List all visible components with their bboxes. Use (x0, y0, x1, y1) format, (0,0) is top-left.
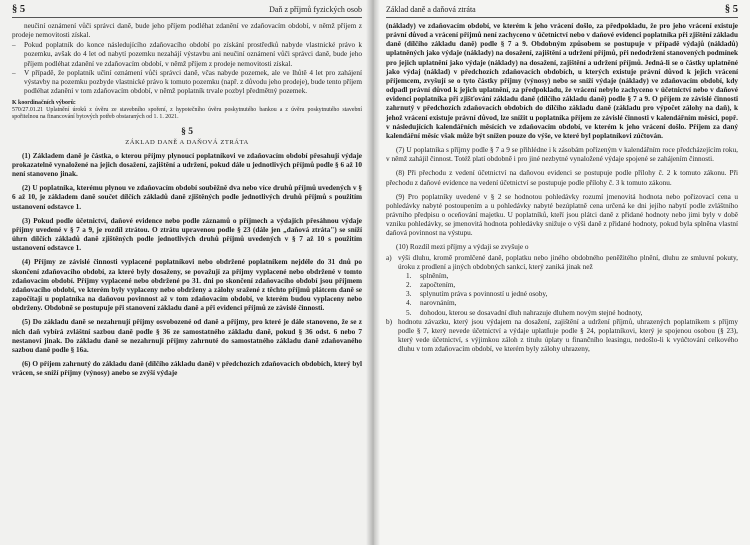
coordination-text: 570/27.01.21 Uplatnění úroků z úvěru ze stavebního spoření, z hypotečního úvěru poskytnutého bankou a z úvěru poskytnutého stavební spořitelnou na financování bytových potřeb obstaraných od 1. 1. 2021. (12, 107, 362, 121)
left-text-block (12, 22, 362, 378)
coordination-note (12, 100, 362, 121)
sub-item-number: 3. (406, 290, 412, 299)
coordination-heading: K koordinačních výborů: (12, 100, 76, 107)
paragraph-5: (5) Do základu daně se nezahrnují příjmy osvobozené od daně a příjmy, pro které je dále stanoveno, že se z nich daň vybírá zvláštní sazbou daně podle § 36 ze samostatného základu daně, pokud § 36 odst. 6 nebo 7 nestanoví jinak. Do základu daně se nezahrnují příjmy zahrnuté do samostatného základu daně zdaňovaného sazbou daně podle § 16a. (12, 318, 362, 354)
section-title: § 5 (181, 126, 193, 137)
dash-mark: – (12, 41, 16, 50)
sub-item-number: 1. (406, 271, 412, 280)
right-section-number: § 5 (724, 4, 738, 15)
left-running-title: Daň z příjmů fyzických osob (269, 5, 362, 14)
book-gutter (366, 0, 380, 545)
paragraph-2: (2) U poplatníka, kterému plynou ve zdaňovacím období souběžně dva nebo více druhů příjmů uvedených v § 6 až 10, je základem daně součet dílčích základů daně zjištěných podle jednotlivých druhů příjmů s použitím ustanovení odstavce 1. (12, 184, 362, 211)
paragraph-7: (7) U poplatníka s příjmy podle § 7 a 9 se přihlédne i k zásobám pořízeným v kalendářním roce předcházejícím roku, v němž zahájil činnost. Totéž platí obdobně i pro jiné nezbytné vynaložené výdaje spojené se zahájením činnosti. (386, 146, 738, 164)
section-subtitle: ZÁKLAD DANĚ A DAŇOVÁ ZTRÁTA (125, 138, 249, 146)
sub-item-text: dohodou, kterou se dosavadní dluh nahrazuje dluhem novým stejné hodnoty, (420, 308, 643, 317)
paragraph-1: (1) Základem daně je částka, o kterou příjmy plynoucí poplatníkovi ve zdaňovacím období přesahují výdaje prokazatelně vynaložené na jejich dosažení, zajištění a udržení, pokud dále u jednotlivých příjmů podle § 6 až 10 není stanoveno jinak. (12, 151, 362, 179)
sub-item (386, 281, 738, 290)
left-running-head (12, 4, 362, 18)
sub-item-text: narovnáním, (420, 299, 457, 308)
sub-item-number: 5. (406, 308, 412, 317)
sub-item-text: splněním, (420, 271, 449, 280)
left-page (0, 0, 372, 545)
right-running-head (386, 4, 738, 18)
list-item-b (386, 318, 738, 355)
paragraph-4: (4) Příjmy ze závislé činnosti vyplacené poplatníkovi nebo obdržené poplatníkem nejdéle do 31 dnů po skončení zdaňovacího období, za které byly dosaženy, se považují za příjmy vyplacené nebo obdržené v tomto zdaňovacím období. Příjmy vyplacené nebo obdržené po 31. dni po skončení zdaňovacího období jsou příjmem zdaňovacího období, ve kterém byly vyplaceny nebo obdrženy a zálohy sražené z těchto příjmů plátcem daně se započítají u poplatníka na daňovou povinnost až v tom zdaňovacím období, ve kterém budou vyplaceny nebo obdrženy. Obdobně se postupuje při stanovení základu daně a při evidenci příjmů ze závislé činnosti. (12, 258, 362, 313)
intro-line: neučiní oznámení vůči správci daně, bude jeho příjem podléhat zdanění ve zdaňovacím období, v němž příjem z prodeje nemovitosti získal. (12, 22, 362, 40)
bullet-text: Pokud poplatník do konce následujícího zdaňovacího období po získání prostředků nabyde vlastnické právo k pozemku, avšak do 4 let od nabytí pozemku nezahájí výstavbu ani neučiní oznámení vůči správci daně, bude jeho příjem podléhat zdanění ve zdaňovacím období, v němž příjem z prodeje nemovitosti získal. (24, 41, 362, 68)
sub-item (386, 309, 738, 318)
sub-item-text: splynutím práva s povinností u jedné osoby, (420, 290, 548, 299)
sub-item (386, 272, 738, 281)
paragraph-10: (10) Rozdíl mezi příjmy a výdaji se zvyšuje o (396, 243, 529, 252)
bullet-item (12, 69, 362, 96)
right-page (372, 0, 750, 545)
sub-item-text: započtením, (420, 281, 456, 290)
dash-mark: – (12, 68, 16, 77)
continuation-paragraph: (náklady) ve zdaňovacím období, ve kterém k jeho vrácení došlo, za předpokladu, že pro jeho vrácení existuje právní důvod a vrácení příjmů není zachyceno v účetnictví nebo v daňové evidenci poplatníka při zjištění základu daně (dílčího základu daně) podle § 7 a 9. Obdobným způsobem se postupuje v případě výdajů (nákladů) uplatněných jako výdaje (náklady) na dosažení, zajištění a udržení příjmů, při nedodržení stanovených podmínek pro jejich uplatnění jako výdaje (náklady) na dosažení, zajištění a udržení příjmů. Jedná-li se o částky uplatněné jako výdaj (náklad) v předchozích zdaňovacích obdobích, u kterých existuje právní důvod k jejich vrácení příjemcem, zvyšují se o tyto částky příjmy (výnosy) nebo se sníží výdaje (náklady) ve zdaňovacím období, kdy odpadl právní důvod k jejich uplatnění, za předpokladu, že vrácení nebylo zachyceno v účetnictví nebo v daňové evidenci poplatníka při zjišťování základu daně (dílčího základu daně) podle § 7 a 9. O příjem ze závislé činnosti zahrnutý v předchozích zdaňovacích obdobích do dílčího základu daně (základu pro výpočet zálohy na daň), k jehož vrácení existuje právní důvod, lze snížit u poplatníka příjem ze závislé činnosti v kalendářním měsíci, popř. v následujících kalendářních měsících ve zdaňovacím období, ve kterém k jeho vrácení došlo. Příjem za daný kalendářní měsíc však může být snížen pouze do výše, ve které byl poplatníkovi zúčtován. (386, 22, 738, 140)
item-label: b) (386, 317, 393, 326)
item-text: výši dluhu, kromě promlčené daně, poplatku nebo jiného obdobného peněžitého plnění, dluhu ze smluvní pokuty, úroku z prodlení a jiných obdobných sankcí, který zaniká jinak než (398, 253, 738, 271)
sub-item-number: 4. (406, 299, 412, 308)
paragraph-8: (8) Při přechodu z vedení účetnictví na daňovou evidenci se postupuje podle přílohy č. 2 k tomuto zákonu. Při přechodu z daňové evidence na vedení účetnictví se postupuje podle přílohy č. 3 k tomuto zákonu. (386, 169, 738, 187)
item-text: hodnotu závazku, který jsou výdajem na dosažení, zajištění a udržení příjmů, uhrazených poplatníkem s příjmy podle § 7, který nevede účetnictví a výdaje uplatňuje podle § 24, poplatníkovi, který je spojenou osobou (§ 23), který vede účetnictví, s výjimkou záloh z titulu úplaty u finančního leasingu, nedošlo-li k vyúčtování celkového dluhu v tom zdaňovacím období, ve kterém byly zálohy uhrazeny, (398, 317, 738, 354)
sub-item (386, 299, 738, 308)
list-item-a (386, 254, 738, 272)
item-label: a) (386, 253, 392, 262)
left-section-number: § 5 (12, 4, 26, 15)
bullet-item (12, 41, 362, 68)
right-text-block (386, 22, 738, 354)
paragraph-6: (6) O příjem zahrnutý do základu daně (dílčího základu daně) v předchozích zdaňovacích obdobích, který byl vrácen, se sníží příjmy (výnosy) anebo se zvýší výdaje (12, 359, 362, 378)
bullet-text: V případě, že poplatník učiní oznámení vůči správci daně, včas nabyde pozemek, ale ve lhůtě 4 let pro zahájení výstavby na pozemku pozbyde vlastnické právo k tomuto pozemku (např. z důvodu jeho prodeje), bude tento příjem podléhat zdanění v tom zdaňovacím období, v němž poplatník trvale pozbyl předmětný pozemek. (24, 68, 362, 96)
paragraph-9: (9) Pro poplatníky uvedené v § 2 se hodnotou pohledávky rozumí jmenovitá hodnota nebo pořizovací cena u pohledávky nabyté postoupením a u pohledávky nabyté bezúplatně cena určená ke dni jejího nabytí podle zvláštního právního předpisu o oceňování majetku. U poplatníků, kteří jsou plátci daně z přidané hodnoty nebo jimi byly v době vzniku pohledávky, se jmenovitá hodnota pohledávky snižuje o výši daně z přidané hodnoty, pokud byla splněna vlastní daňová povinnost na výstupu. (386, 192, 738, 238)
right-running-title: Základ daně a daňová ztráta (386, 5, 476, 14)
paragraph-3: (3) Pokud podle účetnictví, daňové evidence nebo podle záznamů o příjmech a výdajích přesáhnou výdaje příjmy uvedené v § 7 a 9, je rozdíl ztrátou. O ztrátu upravenou podle § 23 (dále jen „daňová ztráta") se sníží úhrn dílčích základů daně zjištěných podle jednotlivých druhů příjmů uvedených v § 7 až 10 s použitím ustanovení odstavce 1. (12, 216, 362, 253)
sub-item (386, 290, 738, 299)
sub-item-number: 2. (406, 281, 412, 290)
